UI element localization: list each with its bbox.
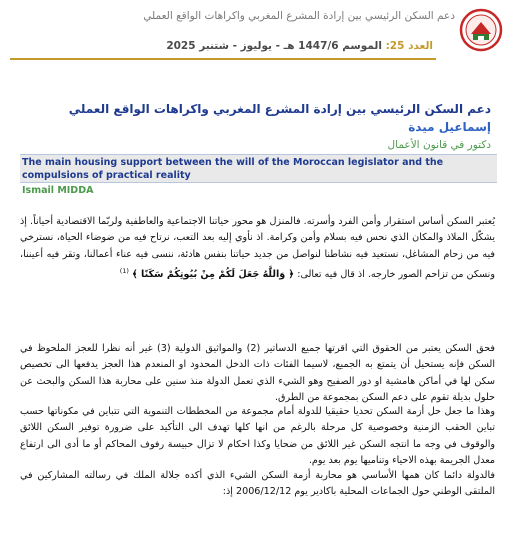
paragraph-4: فالدولة دائما كان همها الأساسي هو محاربة أزمة السكن الشيء الذي أكده جلالة الملك في رسالته المشاركين في الملتقى الوطني حول الجماعات المحلية باكادير يوم 2006/12/12 إذ: <box>20 470 495 498</box>
quran-verse: ﴿ وَاللَّهُ جَعَلَ لَكُمْ مِنْ بُيُوتِكُمْ سَكَنًا ﴾ <box>132 269 295 281</box>
issue-info <box>10 40 433 52</box>
footnote-ref-1: (1) <box>119 266 129 275</box>
paragraph-1-text: يُعتبر السكن أساس استقرار وأمن الفرد وأسرته. فالمنزل هو محور حياتنا الاجتماعية والعاطفية ولربّما الاقتصادية أحياناً. إذ يشكّل الملاذ والمكان الذي نحس فيه بسلام وأمن وكرامة. اذ نأوي إليه بعد التعب، نرتاح فيه من ضوضاء الحياة، نسترخي فيه من زحام المشاغل، نستعيد فيه نشاطنا لنواصل من جديد حياتنا بنفس هادئة، ننسى فيه عناء أعمالنا، وتقر فيه أعيننا، ونسكن من تزاحم الصور خارجه. اذ قال فيه تعالى: <box>20 216 495 281</box>
issue-number: العدد 25: <box>385 40 433 52</box>
author-affiliation-ar: دكتور في قانون الأعمال <box>387 139 491 151</box>
journal-logo <box>459 8 503 52</box>
article-title-en: The main housing support between the will of the Moroccan legislator and the compulsions of practical reality <box>22 157 444 181</box>
article-title-ar: دعم السكن الرئيسي بين إرادة المشرع المغربي واكراهات الواقع العملي <box>68 102 491 116</box>
author-name-ar: إسماعيل ميدة <box>408 120 491 134</box>
paragraph-3: وهذا ما جعل حل أزمة السكن تحديا حقيقيا للدولة أمام مجموعة من المخططات التنموية التي تتباين في مكوناتها حسب تباين الحقب الزمنية وخصوصية كل مرحلة بالرغم من انها كلها تهدف الى التأكيد على ضرورة توفير السكن اللائق والوقوف في وجه ما انتجه السكن غير اللائق من ضحايا وكذا احكام لا تزال حبيسة رفوف المحاكم أو ما أدى الى ارتفاع معدل الجريمة بهذه الاحياء وتناميها يوم بعد يوم. <box>20 406 495 466</box>
author-name-en: Ismail MIDDA <box>22 185 94 196</box>
header-divider <box>10 58 436 60</box>
paragraph-1 <box>20 214 495 283</box>
paragraph-2: فحق السكن يعتبر من الحقوق التي اقرتها جميع الدساتير (2) والمواثيق الدولية (3) غير أنه نظرا للعجز الملحوظ في السكن فإنه يستحيل أن يتمتع به الجميع، لاسيما الفئات ذات الدخل المحدود او المنعدم هذا العجز يدفعها الى تخصيص سكن لها في أماكن هامشية او دور الصفيح وهو الشيء الذي تعمل الدولة منذ سنين على محاربة هذا السكن والبحث عن حلول بديلة تقوم على دعم السكن بمجموعة من الطرق. <box>20 343 496 403</box>
journal-running-header: دعم السكن الرئيسي بين إرادة المشرع المغربي واكراهات الواقع العملي <box>143 10 455 22</box>
issue-details: الموسم 1447/6 هـ - يوليوز - شتنبر 2025 <box>166 40 382 52</box>
